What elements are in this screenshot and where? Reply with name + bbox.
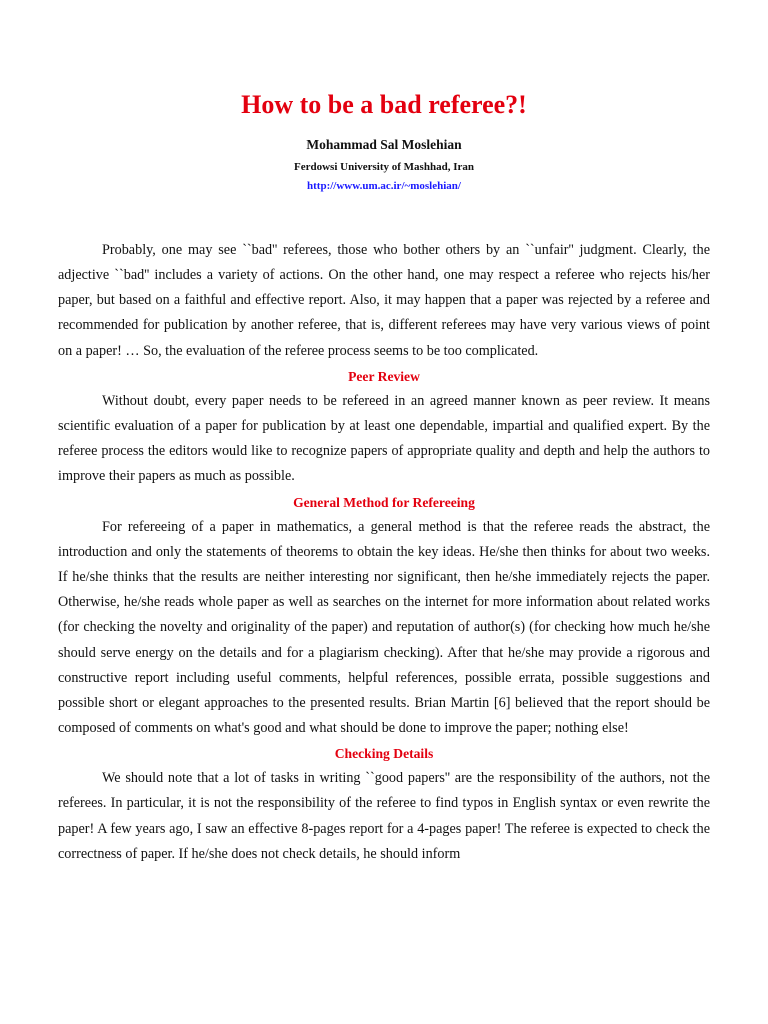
- author-homepage-link[interactable]: http://www.um.ac.ir/~moslehian/: [307, 180, 461, 192]
- section-heading-general-method: General Method for Refereeing: [293, 494, 475, 510]
- page-title: How to be a bad referee?!: [241, 90, 527, 119]
- section-paragraph-checking-details: We should note that a lot of tasks in writing ``good papers'' are the responsibility of the authors, not the referees. In particular, it is not the responsibility of the referee to find typos in English syntax or even rewrite the paper! A few years ago, I saw an effective 8-pages report for a 4-pages paper! The referee is expected to check the correctness of paper. If he/she does not check details, he should inform: [58, 770, 710, 862]
- section-heading-checking-details: Checking Details: [334, 746, 434, 762]
- author-affiliation: Ferdowsi University of Mashhad, Iran: [294, 161, 474, 173]
- article-body: [58, 238, 710, 867]
- author-name: Mohammad Sal Moslehian: [306, 137, 462, 152]
- section-heading-peer-review: Peer Review: [348, 368, 420, 384]
- section-paragraph-general-method: For refereeing of a paper in mathematics, a general method is that the referee reads the abstract, the introduction and only the statements of theorems to obtain the key ideas. He/she then thinks for about two weeks. If he/she thinks that the results are neither interesting nor significant, then he/she immediately rejects the paper. Otherwise, he/she reads whole paper as well as searches on the internet for more information about related works (for checking the novelty and originality of the paper) and reputation of author(s) (for checking how much he/she should serve energy on the details and for a plagiarism checking). After that he/she may provide a rigorous and constructive report including useful comments, helpful references, possible errata, possible suggestions and possible short or elegant approaches to the presented results. Brian Martin [6] believed that the report should be composed of comments on what's good and what should be done to improve the paper; nothing else!: [58, 518, 710, 736]
- intro-paragraph: Probably, one may see ``bad'' referees, those who bother others by an ``unfair'' judgment. Clearly, the adjective ``bad'' includes a variety of actions. On the other hand, one may respect a referee who rejects his/her paper, but based on a faithful and effective report. Also, it may happen that a paper was rejected by a referee and recommended for publication by another referee, that is, different referees may have very various views of point on a paper! … So, the evaluation of the referee process seems to be too complicated.: [58, 242, 710, 359]
- section-paragraph-peer-review: Without doubt, every paper needs to be refereed in an agreed manner known as peer review. It means scientific evaluation of a paper for publication by at least one dependable, impartial and qualified expert. By the referee process the editors would like to recognize papers of appropriate quality and depth and help the authors to improve their papers as much as possible.: [58, 392, 710, 485]
